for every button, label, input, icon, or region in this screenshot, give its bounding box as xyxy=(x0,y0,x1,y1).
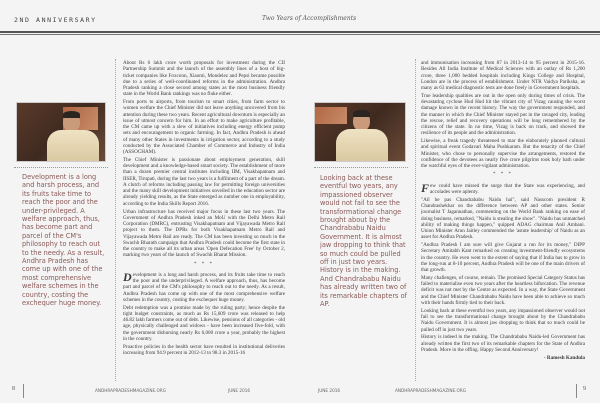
divider xyxy=(14,167,108,168)
paragraph: evelopment is a long and harsh process, and its fruits take time to reach the poor and the underprivileged. A welfare approach, thus, has become part and parcel of the CM's philosophy to reach out to the needy. As a result, Andhra Pradesh has come up with one of the most comprehensive welfare schemes in the country, costing the exchequer huge money. xyxy=(123,271,285,303)
drop-cap: F xyxy=(421,180,430,195)
hair xyxy=(353,110,370,117)
byline: - Ramesh Kandula xyxy=(543,354,585,361)
paragraph: and immunisation increasing from 87 in 2013-14 to 95 percent in 2015-16. Besides All India Institute of Medical Sciences with an outlay of Rs 1,200 crore, three 1,000 bedded hospitals including Kings College and Hospital, London are in the process of establishment. Under NTR Vaidya Pariksha, as many as 63 medical diagnostic tests are done freely in Government hospitals. xyxy=(421,60,585,91)
cm-photo-left xyxy=(16,102,106,162)
article-column-right xyxy=(421,60,585,382)
footer-rule xyxy=(23,384,24,398)
paragraph: True leadership qualities are out in the open only during times of crisis. The devastating cyclone Hud Hud hit the vibrant city of Vizag causing the worst damage known in the recent history. The way the government responded, and the manner in which the Chief Minister stayed put in the ravaged city, leading the rescue, relief and recovery operations will be long remembered by the citizens of the state. In no time, Vizag is back on track, and showed the resilience of its people and the administration. xyxy=(421,92,585,137)
header-rule xyxy=(0,34,600,35)
column-divider xyxy=(415,59,416,381)
pull-quote: Looking back at these eventful two years, any impassioned observer would not fail to see the transformational change brought about by the Chandrababu Naidu Government. It is almost jaw dropping to think that so much could be pulled off in just two years. History is in the making. And Chandrababu Naidu has already written two of its remarkable chapters of AP. xyxy=(320,174,407,309)
paragraph: Proactive policies in the health sector have resulted in institutional deliveries increasing from 94.9 percent in 2012-13 to 98.3 in 2015-16 xyxy=(123,343,285,356)
article-column-left xyxy=(123,60,285,382)
paragraph: Urban infrastructure has received major focus in these last two years. The Government of Andhra Pradesh inked an MoU with the Delhi Metro Rail Corporation (DMRC), entrusting Visakhapatnam and Vijayawada Metro Rail project to them. The DPRs for both Visakhapatnam Metro Rail and Vijayawada Metro Rail are ready. The CM has been investing so much in the Swachh Bharath campaign that Andhra Pradesh could become the first state in the country to make all its urban areas 'Open Defecation Free' by October 2, marking two years of the launch of Swachh Bharat Mission. xyxy=(123,208,285,259)
body xyxy=(47,130,99,162)
background-painting xyxy=(315,107,347,124)
footer-date: JUNE 2016 xyxy=(228,388,251,393)
section-separator: * * * xyxy=(493,172,513,178)
page-number: 8 xyxy=(12,386,15,392)
paragraph: History is indeed in the making. The Chandrababu Naidu-led Government has already written the first two of its remarkable chapters for the State of Andhra Pradesh. More in the offing. Happy Second Anniversary! xyxy=(421,334,585,353)
section-label: 2ND ANNIVERSARY xyxy=(14,16,97,24)
paragraph: Debt redemption was a promise made by the ruling party; hence despite the tight budget constraints, as much as Rs 15,609 crore was released to help 46.82 lakh farmers come out of debt. Likewise, pensions of all categories - old age, physically challenged and widows - have been increased five-fold, with the government disbursing nearly Rs 6,000 crore a year, probably the highest in the country. xyxy=(123,304,285,342)
paragraph: The Chief Minister is passionate about employment generation, skill development and a knowledge-based smart society. The establishment of more than a dozen premier central institutes including IIM, Visakhapatnam and IISER, Tirupati, during the last two years is a fulfilment of a part of the dream. A clutch of reforms including passing law for permitting foreign universities and the many skill development initiatives unveiled in the education sector are already yielding results, as the State emerged as number one in employability, according to the India Skills Report 2016. xyxy=(123,156,285,207)
hair xyxy=(63,111,80,118)
page-number: 9 xyxy=(583,386,586,392)
header-rule xyxy=(0,31,600,33)
section-separator: * * * xyxy=(194,261,214,267)
divider xyxy=(314,167,408,168)
paragraph: "Andhra Pradesh I am sure will give Gujarat a run for its money," DIPP Secretary Amitabh Kant remarked on creating investment-friendly ecosystems in the country. He even went to the extent of saying that if India has to grow in the long-run at 8-10 percent, Andhra Pradesh will be one of the main drivers of that growth. xyxy=(421,242,585,274)
pull-quote: Development is a long and harsh process, and its fruits take time to reach the poor and the under-privileged. A welfare approach, thus, has become part and parcel of the CM's philosophy to reach out to the needy. As a result, Andhra Pradesh has come up with one of the most comprehensive welfare schemes in the country, costing the exchequer huge money. xyxy=(22,173,105,308)
paragraph: ew could have missed the surge that the State was experiencing, and accolades were aplenty. xyxy=(430,182,585,195)
column-divider xyxy=(115,59,116,381)
footer-date: JUNE 2016 xyxy=(318,388,341,393)
footer-rule xyxy=(576,384,577,398)
drop-cap: D xyxy=(123,269,132,284)
footer-website[interactable]: ANDHRAPRADESHMAGAZINE.ORG xyxy=(95,388,166,393)
body xyxy=(336,129,388,162)
paragraph: "All he pas Chandrababu Naidu hai", said Nasscom president R Chandrashekhar on the difference between AP and other states. Senior journalist T Jagannathan, commenting on the World Bank ranking on ease of doing business, remarked, "Naidu is stealing the show". "Naidu has unmatched ability of making things happen," quipped ADAG chairman Anil Ambani. Union Minister Arun Jaitley commended the 'astute leadership' of Naidu as an asset for Andhra Pradesh. xyxy=(421,196,585,241)
paragraph: Likewise, a freak tragedy threatened to mar the elaborately planned cultural and spiritual event Godavari Maha Pushkaram. But the tenacity of the Chief Minister, who chose to personally supervise the arrangements, restored the confidence of the devotees as nearly five crore pilgrims took holy bath under the watchful eyes of the ever-vigilant administration. xyxy=(421,138,585,170)
paragraph: Many challenges, of course, remain. The promised Special Category Status has failed to materialise even two years after the heartless bifurcation. The revenue deficit was not met by the Centre as expected. In a way, the State Government and the Chief Minister Chandrababu Naidu have been able to achieve so much with their hands firmly tied to their back. xyxy=(421,274,585,306)
paragraph: From ports to airports, from tourism to smart cities, from farm sector to women welfare the Chief Minister did not leave anything uncovered from his attention during these two years. Recent agricultural downturn is especially an issue of utmost concern for him. In an effort to make agriculture profitable, the CM came up with a slew of initiatives including energy efficient pump sets and encouragement to organic farming. In fact, Andhra Pradesh is ahead of many other States in investments in irrigation sector, according to a study conducted by the Associated Chamber of Commerce and Industry of India (ASSOCHAM). xyxy=(123,99,285,156)
footer-website[interactable]: ANDHRAPRADESHMAGAZINE.ORG xyxy=(395,388,466,393)
page-title: Two Years of Accomplishments xyxy=(262,15,357,22)
paragraph: About Rs 6 lakh crore worth proposals for investment during the CII Partnership Summit and the launch of the assembly lines of a host of big-ticket companies like Foxconn, Xiaomi, Mondelez and Pepsi became possible due to a series of well-coordinated reforms in the administration. Andhra Pradesh ranking a close second among states as the most business friendly state in the World Bank rankings was no fluke either. xyxy=(123,60,285,98)
paragraph: Looking back at these eventful two years, any impassioned observer would not fail to see the transformational change brought about by the Chandrababu Naidu Government. It is almost jaw dropping to think that so much could be pulled off in just two years. xyxy=(421,307,585,333)
cm-photo-right xyxy=(314,102,406,162)
